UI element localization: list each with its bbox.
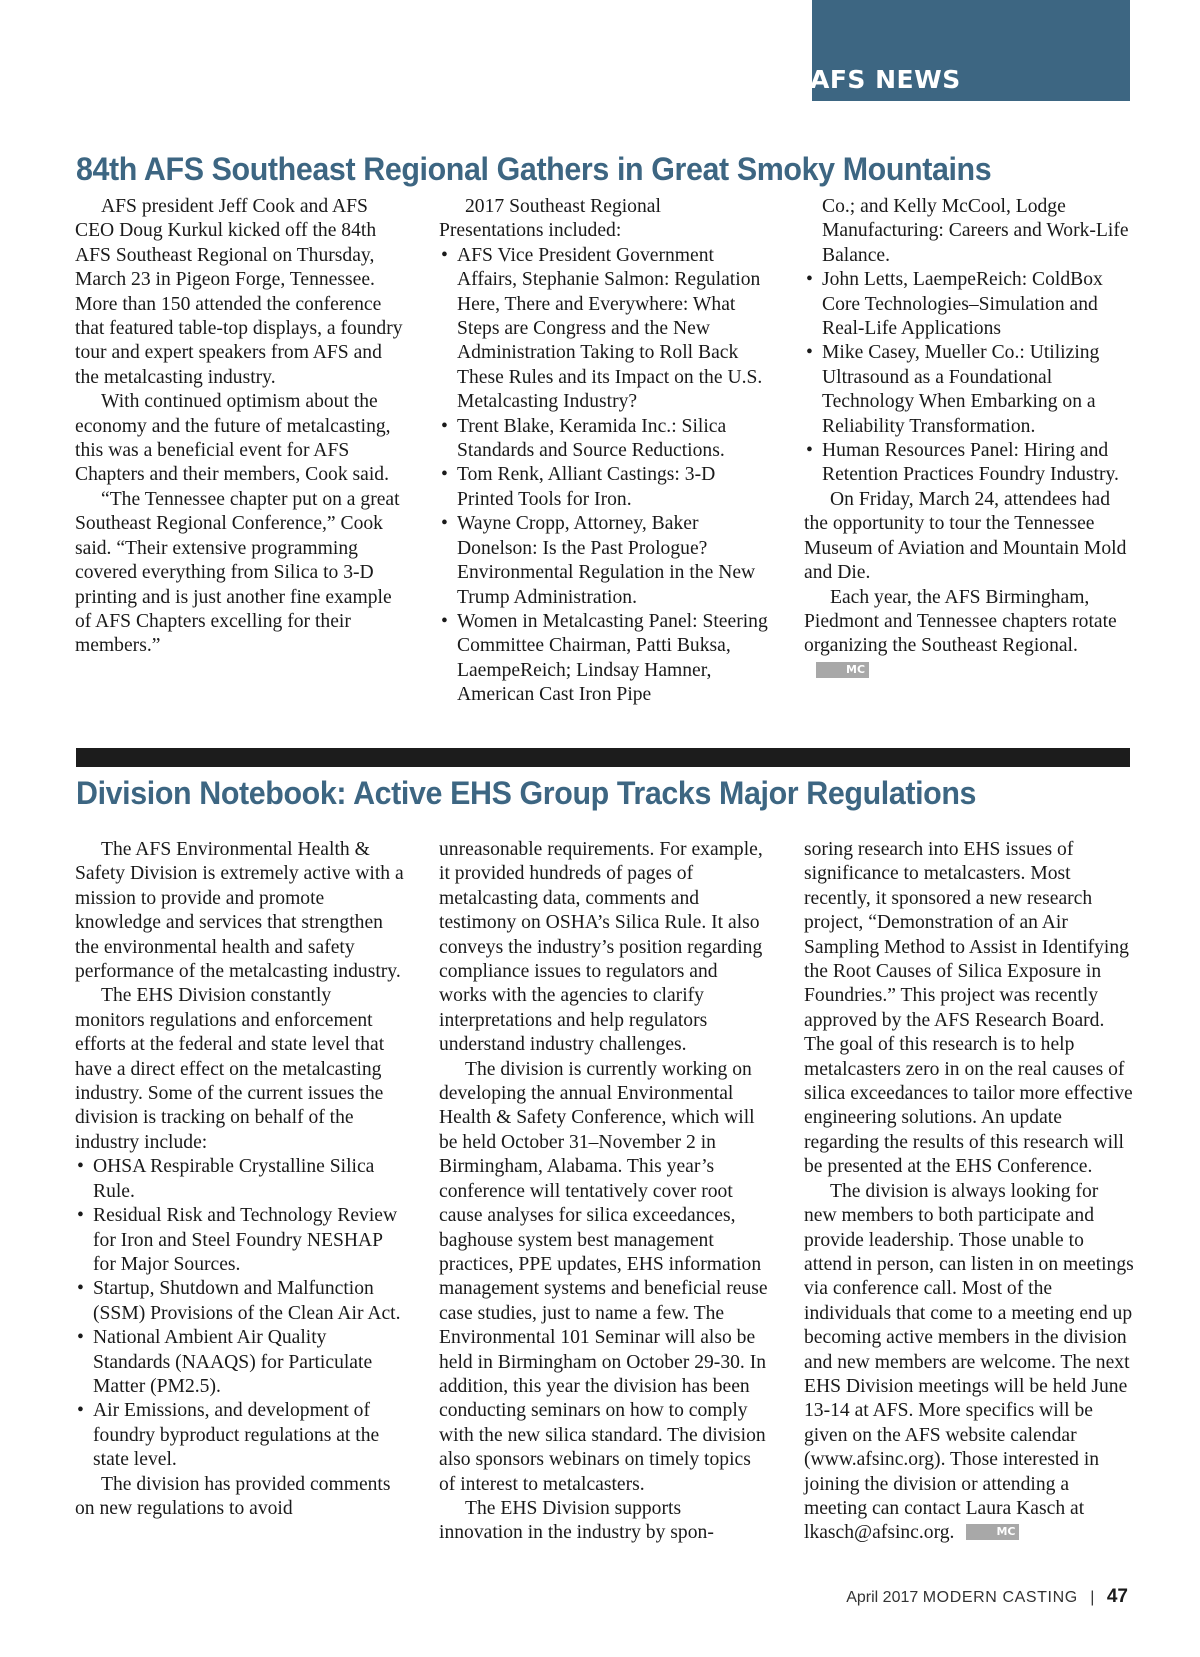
presentations-intro: 2017 Southeast Regional Presentations included:: [439, 196, 661, 242]
page-number: 47: [1106, 1586, 1128, 1607]
list-item: • AFS Vice President Government Affairs, Stephanie Salmon: Regulation Here, There and Everywhere: What Steps are Congress and the New Administration Taking to Roll Back These Rules and its Impact on the U.S. Metalcasting Industry?: [439, 244, 769, 415]
article-2-title: Division Notebook: Active EHS Group Tracks Major Regulations: [76, 775, 977, 811]
issue-date: April 2017: [846, 1589, 919, 1606]
article-2-column-2: [439, 838, 769, 1546]
section-label: AFS NEWS: [810, 65, 961, 94]
end-mark-icon: MC: [816, 662, 869, 678]
article-2-column-1: [75, 838, 405, 1521]
article-1-column-3: [804, 195, 1134, 683]
paragraph: soring research into EHS issues of significance to metalcasters. Most recently, it sponsored a new research project, “Demonstration of an Air Sampling Method to Assist in Identifying the Root Causes of Silica Exposure in Foundries.” This project was recently approved by the AFS Research Board. The goal of this research is to help metalcasters zero in on the real causes of silica exceedances to tailor more effective engineering solutions. An update regarding the results of this research will be presented at the EHS Conference.: [804, 839, 1133, 1178]
article-1-title: 84th AFS Southeast Regional Gathers in Great Smoky Mountains: [76, 151, 992, 187]
paragraph: The EHS Division constantly monitors regulations and enforcement efforts at the federal and state level that have a direct effect on the metalcasting industry. Some of the current issues the division is tracking on behalf of the industry include:: [75, 985, 385, 1153]
list-item: • Women in Metalcasting Panel: Steering Committee Chairman, Patti Buksa, LaempeReich; Lindsay Hamner, American Cast Iron Pipe: [439, 610, 769, 708]
paragraph: The EHS Division supports innovation in the industry by spon-: [439, 1497, 714, 1544]
list-item: • Residual Risk and Technology Review for Iron and Steel Foundry NESHAP for Major Sources.: [75, 1204, 405, 1277]
list-item: • Air Emissions, and development of foundry byproduct regulations at the state level.: [75, 1399, 405, 1472]
list-item: • OHSA Respirable Crystalline Silica Rule.: [75, 1155, 405, 1204]
list-item: • Startup, Shutdown and Malfunction (SSM) Provisions of the Clean Air Act.: [75, 1277, 405, 1326]
paragraph-text: The division is always looking for new members to both participate and provide leadership. Those unable to attend in person, can listen in on meetings via conference call. Most of the individuals that come to a meeting end up becoming active members in the division and new members are welcome. The next EHS Division meetings will be held June 13-14 at AFS. More specifics will be given on the AFS website calendar (www.afsinc.org). Those interested in joining the division or attending a meeting can contact Laura Kasch at lkasch@afsinc.org.: [804, 1180, 1134, 1544]
list-item: • Mike Casey, Mueller Co.: Utilizing Ultrasound as a Foundational Technology When Embarking on a Reliability Transformation.: [804, 341, 1134, 439]
list-item: • National Ambient Air Quality Standards (NAAQS) for Particulate Matter (PM2.5).: [75, 1326, 405, 1399]
publication-name: MODERN CASTING: [922, 1589, 1078, 1606]
paragraph: unreasonable requirements. For example, it provided hundreds of pages of metalcasting data, comments and testimony on OSHA’s Silica Rule. It also conveys the industry’s position regarding compliance issues to regulators and works with the agencies to clarify interpretations and help regulators understand industry challenges.: [439, 839, 763, 1056]
list-item: • Tom Renk, Alliant Castings: 3-D Printed Tools for Iron.: [439, 463, 769, 512]
list-item: • Human Resources Panel: Hiring and Retention Practices Foundry Industry.: [804, 439, 1134, 488]
end-mark-icon: MC: [966, 1524, 1019, 1540]
paragraph: The division is currently working on developing the annual Environmental Health & Safety Conference, which will be held October 31–November 2 in Birmingham, Alabama. This year’s conference will tentatively cover root cause analyses for silica exceedances, baghouse system best management practices, PPE updates, EHS information management systems and beneficial reuse case studies, just to name a few. The Environmental 101 Seminar will also be held in Birmingham on October 29-30. In addition, this year the division has been conducting seminars on how to comply with the new silica standard. The division also sponsors webinars on timely topics of interest to metalcasters.: [439, 1058, 768, 1495]
paragraph: AFS president Jeff Cook and AFS CEO Doug Kurkul kicked off the 84th AFS Southeast Regional on Thursday, March 23 in Pigeon Forge, Tennessee. More than 150 attended the conference that featured table-top displays, a foundry tour and expert speakers from AFS and the metalcasting industry.: [75, 196, 403, 388]
list-item-continuation: Co.; and Kelly McCool, Lodge Manufacturing: Careers and Work-Life Balance.: [822, 196, 1129, 266]
page-footer: [846, 1586, 1128, 1608]
section-divider: [76, 748, 1130, 767]
paragraph: The AFS Environmental Health & Safety Division is extremely active with a mission to provide and promote knowledge and services that strengthen the environmental health and safety performance of the metalcasting industry.: [75, 839, 404, 983]
paragraph: The division has provided comments on new regulations to avoid: [75, 1473, 391, 1519]
presentations-list-continued: [804, 268, 1134, 488]
divider: |: [1090, 1589, 1095, 1606]
list-item: • Trent Blake, Keramida Inc.: Silica Standards and Source Reductions.: [439, 415, 769, 464]
list-item: • John Letts, LaempeReich: ColdBox Core Technologies–Simulation and Real-Life Applications: [804, 268, 1134, 341]
paragraph: On Friday, March 24, attendees had the opportunity to tour the Tennessee Museum of Aviation and Mountain Mold and Die.: [804, 488, 1127, 584]
paragraph: “The Tennessee chapter put on a great Southeast Regional Conference,” Cook said. “Their extensive programming covered everything from Silica to 3-D printing and is just another fine example of AFS Chapters excelling for their members.”: [75, 488, 400, 657]
paragraph: With continued optimism about the economy and the future of metalcasting, this was a beneficial event for AFS Chapters and their members, Cook said.: [75, 391, 391, 486]
paragraph-text: Each year, the AFS Birmingham, Piedmont and Tennessee chapters rotate organizing the Southeast Regional.: [804, 586, 1117, 657]
presentations-list: [439, 244, 769, 708]
list-item: • Wayne Cropp, Attorney, Baker Donelson: Is the Past Prologue? Environmental Regulation in the New Trump Administration.: [439, 512, 769, 610]
issues-list: [75, 1155, 405, 1472]
article-2-column-3: [804, 838, 1134, 1546]
paragraph: [804, 586, 1134, 684]
paragraph: [804, 1180, 1134, 1546]
article-1-column-2: [439, 195, 769, 708]
article-1-column-1: [75, 195, 405, 659]
